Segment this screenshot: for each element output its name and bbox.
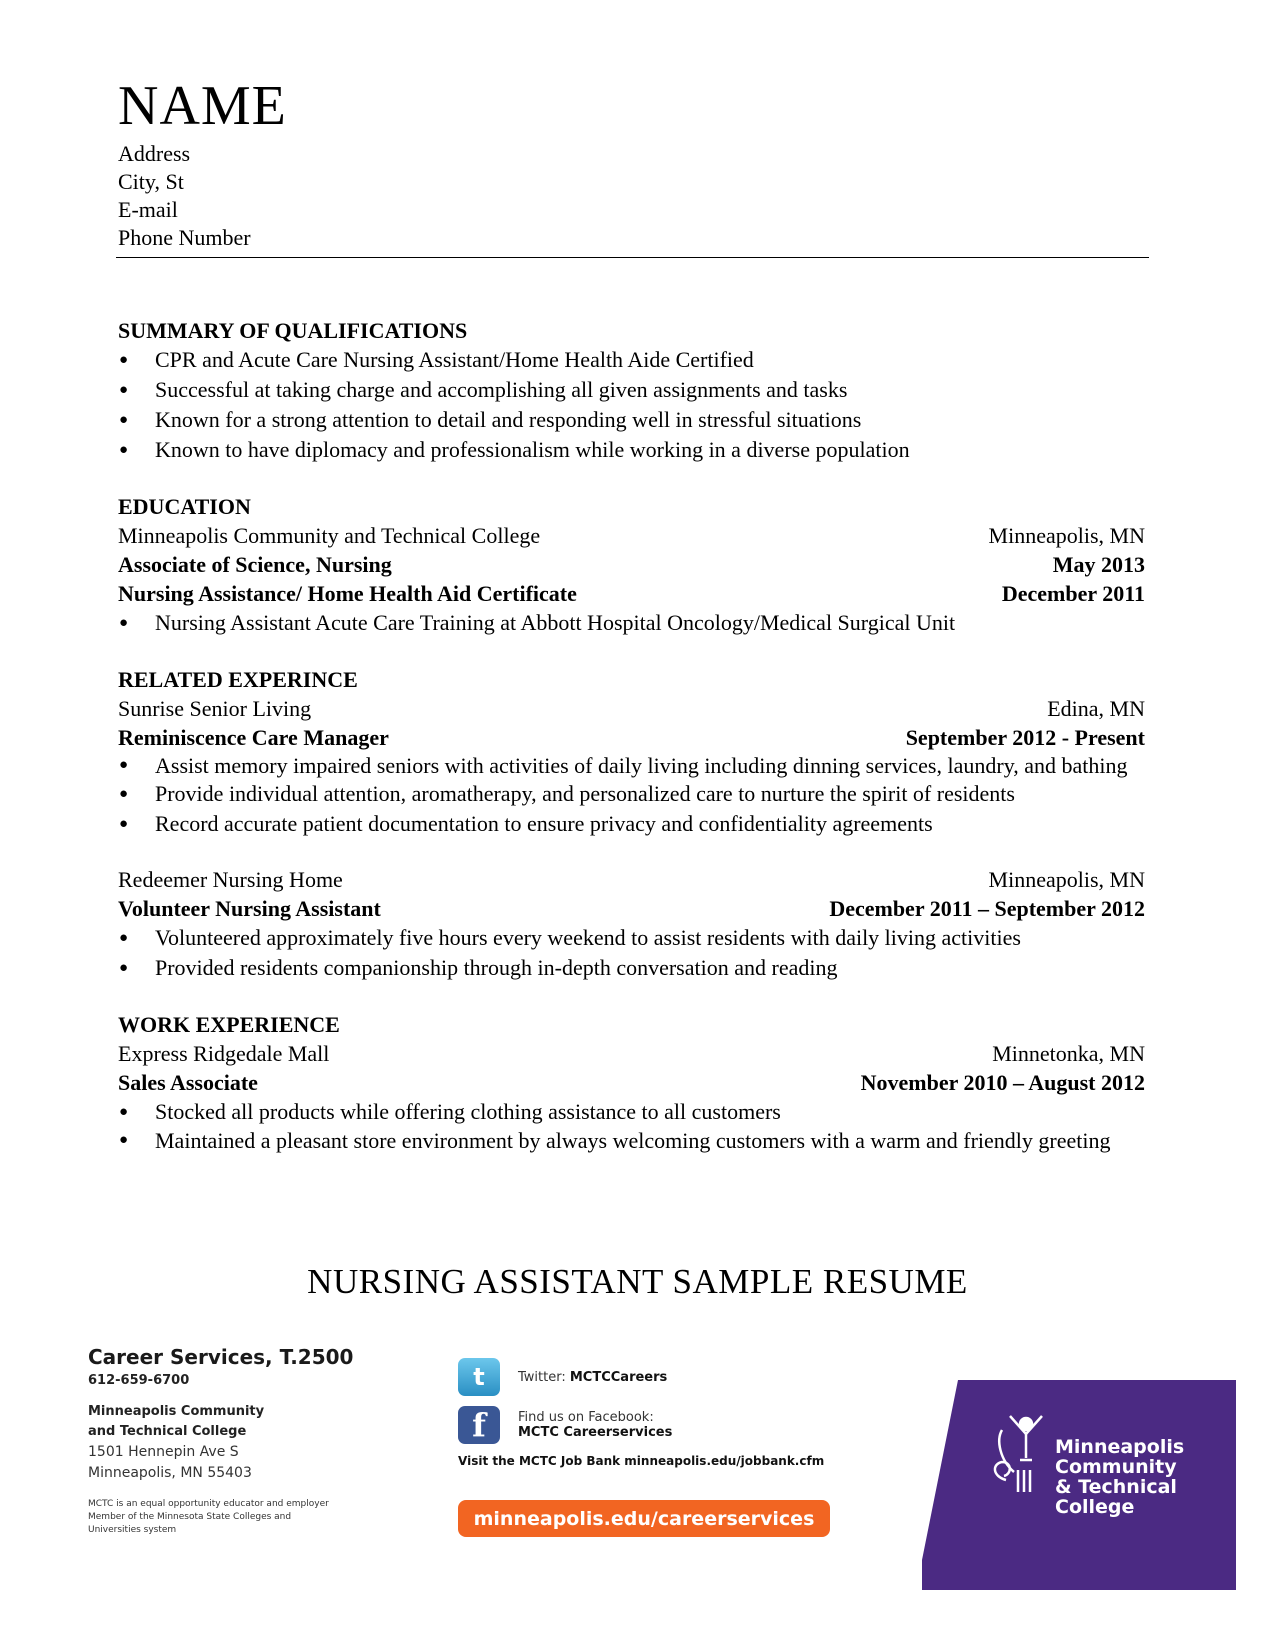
job-role-row [118, 723, 1148, 752]
list-item: ● Successful at taking charge and accomplishing all given assignments and tasks [119, 377, 848, 402]
employer-name: Redeemer Nursing Home [118, 867, 343, 892]
degree-row [118, 550, 1148, 579]
certificate-date: December 2011 [1001, 581, 1145, 606]
job-role: Volunteer Nursing Assistant [118, 896, 381, 921]
list-item: ● Provide individual attention, aromatherapy, and personalized care to nurture the spirit of residents [119, 781, 1015, 806]
eeo-statement: MCTC is an equal opportunity educator and employer Member of the Minnesota State Colleges and Universities system [88, 1499, 329, 1535]
career-services-block [88, 1345, 353, 1537]
logo-wordmark: Minneapolis Community & Technical College [1055, 1436, 1185, 1518]
job-dates: December 2011 – September 2012 [829, 896, 1145, 921]
education-list [118, 608, 1148, 638]
certificate-row [118, 579, 1148, 608]
facebook-icon[interactable]: f [458, 1406, 500, 1444]
candidate-name: NAME [118, 75, 287, 137]
employer-location: Minneapolis, MN [988, 867, 1145, 892]
degree-date: May 2013 [1052, 552, 1145, 577]
list-item: ● Known for a strong attention to detail and responding well in stressful situations [119, 407, 862, 432]
job-duties-list [118, 1097, 1148, 1154]
facebook-handle[interactable]: MCTC Careerservices [518, 1425, 673, 1440]
list-item: ● Known to have diplomacy and professionalism while working in a diverse population [119, 437, 910, 462]
job-role: Sales Associate [118, 1070, 258, 1095]
employer-name: Sunrise Senior Living [118, 696, 312, 721]
job-dates: November 2010 – August 2012 [860, 1070, 1145, 1095]
list-item: ● Nursing Assistant Acute Care Training at Abbott Hospital Oncology/Medical Surgical Unit [119, 610, 956, 635]
email-line: E-mail [118, 197, 178, 222]
list-item: ● Volunteered approximately five hours every weekend to assist residents with daily living activities [119, 925, 1021, 950]
education-heading: EDUCATION [118, 494, 251, 519]
summary-heading: SUMMARY OF QUALIFICATIONS [118, 318, 468, 343]
job-role: Reminiscence Care Manager [118, 725, 389, 750]
summary-list [118, 345, 1148, 465]
twitter-row[interactable]: t Twitter: MCTCCareers [458, 1358, 824, 1396]
career-services-phone: 612-659-6700 [88, 1373, 190, 1388]
job-employer-row [118, 1039, 1148, 1068]
college-name: Minneapolis Community and Technical College [88, 1404, 265, 1439]
social-links [458, 1358, 824, 1468]
resume-body [118, 316, 1148, 1154]
job-dates: September 2012 - Present [905, 725, 1145, 750]
school-location: Minneapolis, MN [988, 523, 1145, 548]
job-bank-link[interactable]: Visit the MCTC Job Bank minneapolis.edu/jobbank.cfm [458, 1454, 825, 1468]
job-duties-list [118, 923, 1148, 983]
facebook-row[interactable]: f Find us on Facebook: MCTC Careerservices [458, 1406, 824, 1444]
degree-name: Associate of Science, Nursing [118, 552, 392, 577]
list-item: ● Record accurate patient documentation to ensure privacy and confidentiality agreements [119, 811, 933, 836]
list-item: ● Stocked all products while offering clothing assistance to all customers [119, 1099, 781, 1124]
twitter-icon[interactable]: t [458, 1358, 500, 1396]
career-services-url-button[interactable]: minneapolis.edu/careerservices [458, 1500, 830, 1537]
job-employer-row [118, 865, 1148, 894]
list-item: ● CPR and Acute Care Nursing Assistant/Home Health Aide Certified [119, 347, 754, 372]
school-name: Minneapolis Community and Technical College [118, 523, 541, 548]
header-divider [116, 257, 1149, 258]
list-item: ● Maintained a pleasant store environment by always welcoming customers with a warm and friendly greeting [119, 1128, 1111, 1153]
education-school-row [118, 521, 1148, 550]
work-experience-heading: WORK EXPERIENCE [118, 1012, 340, 1037]
document-title: NURSING ASSISTANT SAMPLE RESUME [307, 1262, 968, 1301]
phone-line: Phone Number [118, 225, 251, 250]
city-line: City, St [118, 169, 184, 194]
certificate-name: Nursing Assistance/ Home Health Aid Certificate [118, 581, 577, 606]
twitter-handle[interactable]: MCTCCareers [569, 1369, 668, 1385]
job-role-row [118, 894, 1148, 923]
job-duties-list [118, 752, 1148, 839]
employer-name: Express Ridgedale Mall [118, 1041, 330, 1066]
list-item: ● Provided residents companionship through in-depth conversation and reading [119, 955, 838, 980]
address-line: Address [118, 141, 191, 166]
list-item: ● Assist memory impaired seniors with activities of daily living including dinning services, laundry, and bathing [119, 753, 1128, 778]
job-role-row [118, 1068, 1148, 1097]
employer-location: Minnetonka, MN [992, 1041, 1145, 1066]
career-services-title: Career Services, T.2500 [88, 1345, 354, 1369]
college-address: 1501 Hennepin Ave S Minneapolis, MN 55403 [88, 1444, 252, 1481]
job-employer-row [118, 694, 1148, 723]
employer-location: Edina, MN [1047, 696, 1145, 721]
contact-block [118, 140, 251, 252]
related-experience-heading: RELATED EXPERINCE [118, 667, 358, 692]
